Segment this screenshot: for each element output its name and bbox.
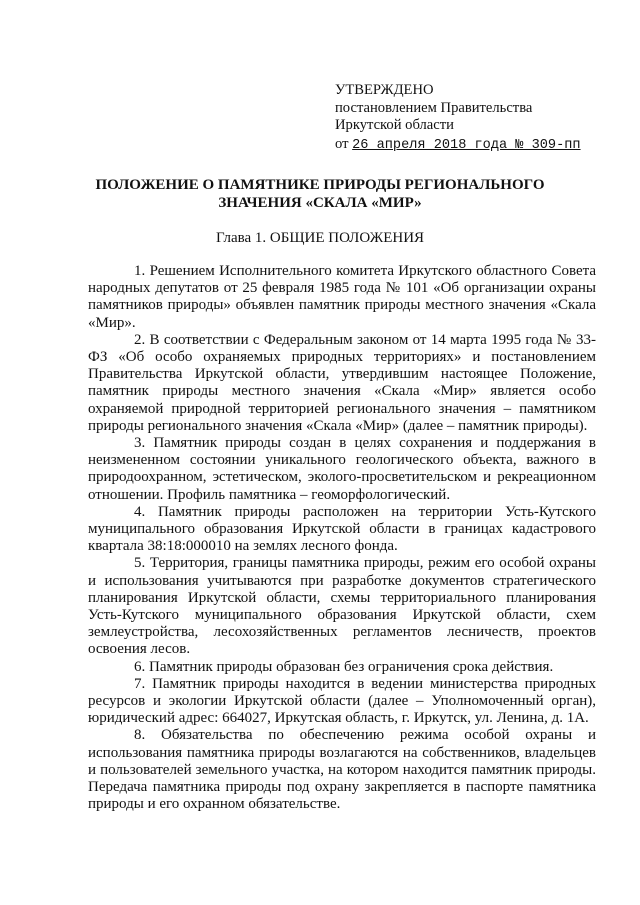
document-body — [88, 263, 596, 814]
approval-date-value: 26 апреля 2018 года № 309-пп — [352, 137, 581, 153]
paragraph-2: 2. В соответствии с Федеральным законом от 14 марта 1995 года № 33-ФЗ «Об особо охраняемых природных территориях» и постановлением Правительства Иркутской области, утвердившим настоящее Положение, памятник природы местного значения «Скала «Мир» является особо охраняемой природной территорией регионального значения – памятником природы регионального значения «Скала «Мир» (далее – памятник природы). — [88, 331, 596, 434]
document-title — [60, 176, 580, 212]
paragraph-4: 4. Памятник природы расположен на территории Усть-Кутского муниципального образования Иркутской области в границах кадастрового квартала 38:18:000010 на землях лесного фонда. — [88, 503, 596, 555]
approval-date-line — [335, 136, 635, 155]
paragraph-8: 8. Обязательства по обеспечению режима особой охраны и использования памятника природы возлагаются на собственников, владельцев и пользователей земельного участка, на котором находится памятник природы. Передача памятника природы под охрану закрепляется в паспорте памятника природы и его охранном обязательстве. — [88, 727, 596, 813]
paragraph-5: 5. Территория, границы памятника природы, режим его особой охраны и использования учитываются при разработке документов стратегического планирования Иркутской области, схемы территориального планирования Усть-Кутского муниципального образования Иркутской области, схем землеустройства, лесохозяйственных регламентов лесничеств, проектов освоения лесов. — [88, 555, 596, 658]
paragraph-6: 6. Памятник природы образован без ограничения срока действия. — [134, 658, 554, 675]
approval-date-prefix: от — [335, 135, 349, 152]
paragraph-7: 7. Памятник природы находится в ведении министерства природных ресурсов и экологии Иркутской области (далее – Уполномоченный орган), юридический адрес: 664027, Иркутская область, г. Иркутск, ул. Ленина, д. 1А. — [88, 675, 596, 727]
approval-issuer-line2: Иркутской области — [335, 117, 454, 133]
document-title-line2: ЗНАЧЕНИЯ «СКАЛА «МИР» — [218, 195, 422, 211]
approval-issuer-line1: постановлением Правительства — [335, 99, 533, 116]
approval-stamp — [335, 82, 635, 154]
approval-heading: УТВЕРЖДЕНО — [335, 82, 434, 98]
paragraph-3: 3. Памятник природы создан в целях сохранения и поддержания в неизмененном состоянии уникального геологического объекта, важного в природоохранном, эстетическом, эколого-просветительском и рекреационном отношении. Профиль памятника – геоморфологический. — [88, 435, 596, 503]
paragraph-1: 1. Решением Исполнительного комитета Иркутского областного Совета народных депутатов от 25 февраля 1985 года № 101 «Об организации охраны памятников природы» объявлен памятник природы местного значения «Скала «Мир». — [88, 263, 596, 331]
chapter-heading: Глава 1. ОБЩИЕ ПОЛОЖЕНИЯ — [215, 230, 425, 246]
document-title-line1: ПОЛОЖЕНИЕ О ПАМЯТНИКЕ ПРИРОДЫ РЕГИОНАЛЬНОГО — [95, 177, 545, 193]
